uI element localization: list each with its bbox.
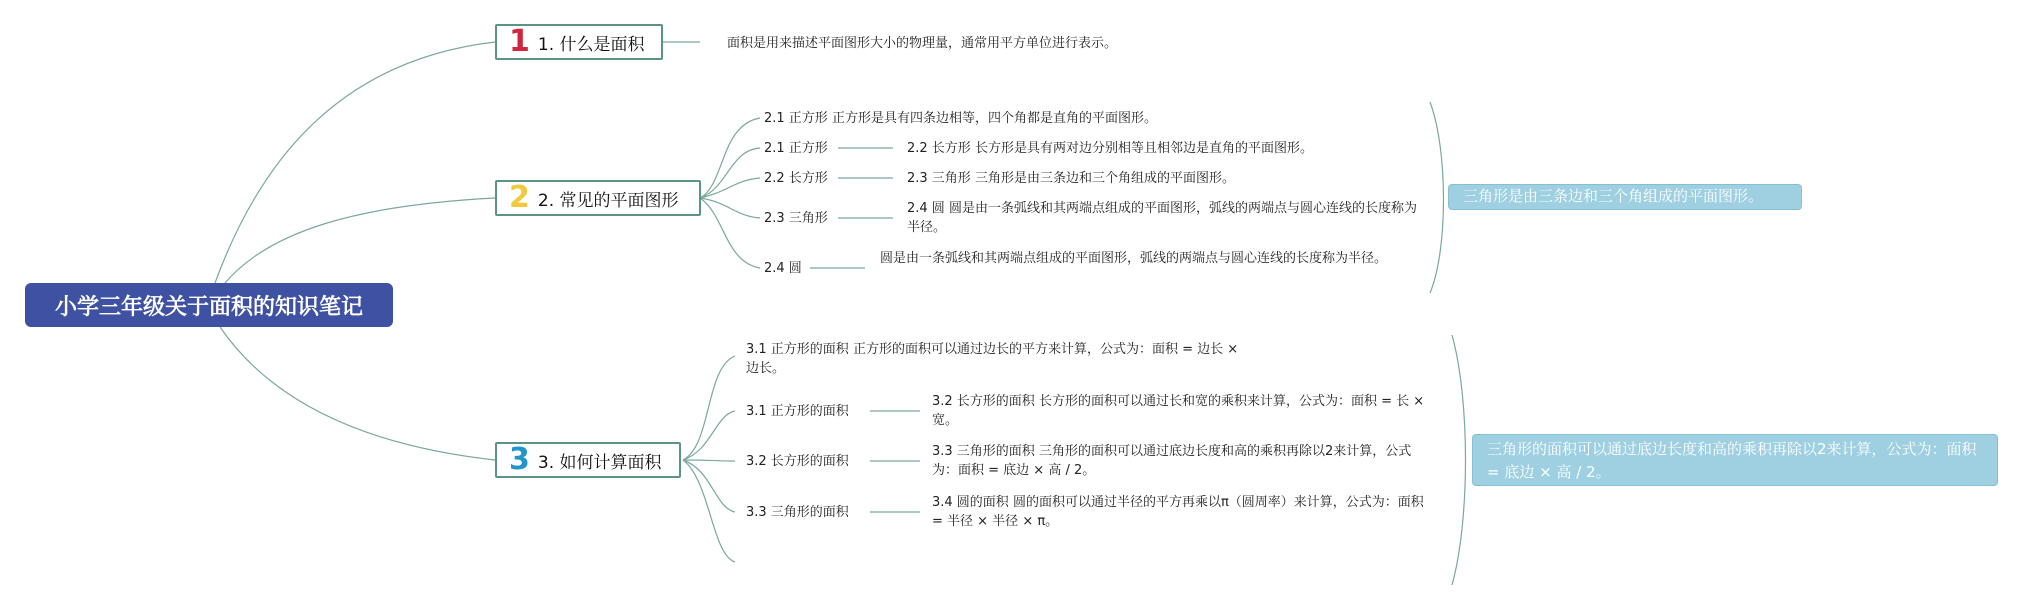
connector-b2-item-1 — [700, 118, 760, 198]
b2-item-2-detail[interactable]: 2.2 长方形 长方形是具有两对边分别相等且相邻边是直角的平面图形。 — [907, 141, 1313, 156]
b3-item-1[interactable]: 3.1 正方形的面积 正方形的面积可以通过边长的平方来计算，公式为：面积 = 边长 × 边长。 — [746, 342, 1239, 376]
connector-b3-item-2 — [683, 411, 735, 460]
b2-item-4[interactable]: 2.3 三角形 — [764, 211, 828, 226]
connector-root-branch-2 — [225, 198, 495, 283]
b3-item-4-detail[interactable]: 3.4 圆的面积 圆的面积可以通过半径的平方再乘以π（圆周率）来计算，公式为：面积 = 半径 × 半径 × π。 — [932, 495, 1424, 529]
branch-1-detail[interactable]: 面积是用来描述平面图形大小的物理量，通常用平方单位进行表示。 — [727, 36, 1118, 51]
connector-b3-extra — [683, 460, 735, 562]
b3-item-3[interactable]: 3.2 长方形的面积 — [746, 454, 849, 469]
branch-2-topic[interactable] — [495, 180, 701, 216]
connector-b2-item-4 — [700, 198, 760, 218]
b2-item-3-detail[interactable]: 2.3 三角形 三角形是由三条边和三个角组成的平面图形。 — [907, 171, 1235, 186]
connector-root-branch-1 — [215, 42, 495, 283]
connector-root-branch-3 — [220, 327, 495, 460]
branch-number-marker: 2 — [509, 180, 530, 215]
b2-item-5-detail[interactable]: 圆是由一条弧线和其两端点组成的平面图形，弧线的两端点与圆心连线的长度称为半径。 — [880, 251, 1388, 266]
connector-b2-item-3 — [700, 178, 760, 198]
b2-item-1[interactable]: 2.1 正方形 正方形是具有四条边相等，四个角都是直角的平面图形。 — [764, 111, 1157, 126]
branch-3-summary[interactable]: 三角形的面积可以通过底边长度和高的乘积再除以2来计算，公式为：面积 = 底边 × 高 / 2。 — [1472, 434, 1998, 486]
branch-2-summary[interactable]: 三角形是由三条边和三个角组成的平面图形。 — [1448, 184, 1802, 210]
b2-item-4-detail[interactable]: 2.4 圆 圆是由一条弧线和其两端点组成的平面图形，弧线的两端点与圆心连线的长度称为半径。 — [907, 201, 1417, 235]
branch-label: 2. 常见的平面图形 — [537, 190, 679, 211]
connector-b3-item-1 — [683, 356, 735, 460]
b3-item-2-detail[interactable]: 3.2 长方形的面积 长方形的面积可以通过长和宽的乘积来计算，公式为：面积 = 长 × 宽。 — [932, 394, 1425, 428]
branch-label: 1. 什么是面积 — [537, 34, 645, 55]
b2-item-2[interactable]: 2.1 正方形 — [764, 141, 828, 156]
b3-item-3-detail[interactable]: 3.3 三角形的面积 三角形的面积可以通过底边长度和高的乘积再除以2来计算，公式为：面积 = 底边 × 高 / 2。 — [932, 444, 1412, 478]
root-topic[interactable]: 小学三年级关于面积的知识笔记 — [25, 283, 393, 327]
branch-number-marker: 3 — [509, 442, 530, 477]
branch-3-topic[interactable] — [495, 442, 681, 478]
b3-item-2[interactable]: 3.1 正方形的面积 — [746, 404, 849, 419]
b2-item-3[interactable]: 2.2 长方形 — [764, 171, 828, 186]
connector-b3-item-3 — [683, 460, 735, 461]
b2-item-5[interactable]: 2.4 圆 — [764, 261, 802, 276]
summary-brace-branch-3 — [1452, 335, 1466, 585]
branch-number-marker: 1 — [509, 24, 530, 59]
branch-label: 3. 如何计算面积 — [537, 452, 662, 473]
b3-item-4[interactable]: 3.3 三角形的面积 — [746, 505, 849, 520]
branch-1-topic[interactable] — [495, 24, 663, 60]
summary-brace-branch-2 — [1430, 102, 1444, 293]
